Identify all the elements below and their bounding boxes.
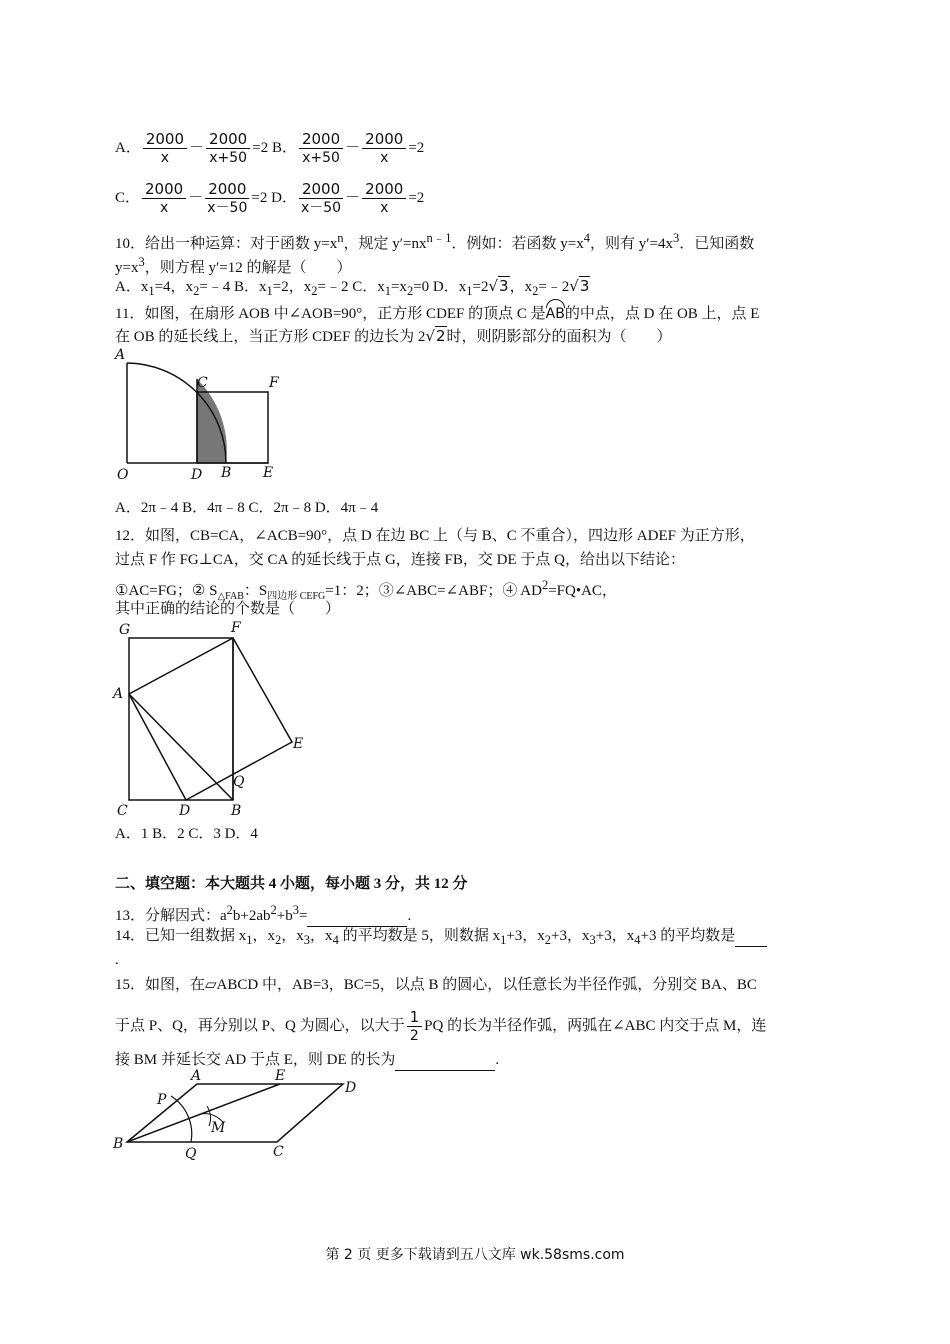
q12-options: A．1 B．2 C．3 D．4 <box>115 826 258 842</box>
section-2-heading: 二、填空题：本大题共 4 小题，每小题 3 分，共 12 分 <box>115 876 468 892</box>
fraction: $\frac{2000}{x}$ <box>362 180 406 217</box>
label-F: F <box>231 620 241 636</box>
label-C: C <box>197 375 208 391</box>
label-F: F <box>269 375 279 391</box>
label-C: C <box>273 1144 284 1160</box>
fraction: $\frac{2000}{x+50}$ <box>206 130 250 167</box>
label-P: P <box>157 1092 167 1108</box>
q11-line-1: 11．如图，在扇形 AOB 中∠AOB=90°，正方形 CDEF 的顶点 C 是AB的中点，点 D 在 OB 上，点 E <box>115 302 759 324</box>
label-E: E <box>263 465 274 481</box>
label-B: B <box>113 1136 124 1152</box>
label-M: M <box>211 1120 226 1136</box>
q11-line-2: 在 OB 的延长线上，当正方形 CDEF 的边长为 2√2时，则阴影部分的面积为（ ） <box>115 327 672 345</box>
q14-line-1: 14．已知一组数据 $x_1$，$x_2$，$x_3$，$x_4$ 的平均数是 5，则数据 $x_1+3$，$x_2+3$，$x_3+3$，$x_4+3$ 的平均数是 <box>115 926 767 950</box>
q15-line-2: 于点 P、Q，再分别以 P、Q 为圆心，以大于 $\frac{1}{2}$ PQ 的长为半径作弧，两弧在∠ABC 内交于点 M，连 <box>115 1008 767 1044</box>
fraction: $\frac{2000}{x}$ <box>143 130 187 167</box>
q12-figure <box>105 618 315 820</box>
answer-blank <box>307 906 407 927</box>
q14-line-2: . <box>115 952 119 968</box>
answer-blank <box>395 1050 495 1071</box>
q9-options-cd: C． $\frac{2000}{x}$ － $\frac{2000}{x-50}$ =2 D． $\frac{2000}{x-50}$ － $\frac{2000}{x}$ =2 <box>115 180 425 216</box>
label-A: A <box>191 1068 202 1084</box>
segment-BE <box>127 1084 280 1142</box>
label-A: A <box>115 347 126 363</box>
fraction: $\frac{2000}{x}$ <box>142 180 186 217</box>
label-Q: Q <box>185 1146 197 1162</box>
q11-figure <box>105 345 295 485</box>
q15-line-1: 15．如图，在▱ABCD 中，AB=3，BC=5，以点 B 的圆心，以任意长为半径作弧，分别交 BA、BC <box>115 977 757 993</box>
q13: 13．分解因式：$a^2b+2ab^2+b^3=$ . <box>115 900 411 927</box>
sqrt-symbol: √3 <box>569 277 590 295</box>
label-E: E <box>275 1068 286 1084</box>
q11-options: A．2π﹣4 B．4π﹣8 C．2π﹣8 D．4π﹣4 <box>115 500 379 516</box>
label-D: D <box>179 803 191 819</box>
q12-line-2: 过点 F 作 FG⊥CA，交 CA 的延长线于点 G，连接 FB，交 DE 于点 Q，给出以下结论： <box>115 552 685 568</box>
label-A: A <box>113 686 124 702</box>
q12-line-4: 其中正确的结论的个数是（ ） <box>115 601 341 617</box>
label-G: G <box>119 622 131 638</box>
segment-AB <box>129 694 233 800</box>
q10-line-1: 10．给出一种运算：对于函数 $y=x^n$，规定 $y'=nx^{n﹣1}$．例如：若函数 $y=x^4$，则有 $y'=4x^3$．已知函数 <box>115 231 755 252</box>
label-E: E <box>293 736 304 752</box>
fraction: $\frac{2000}{x-50}$ <box>205 180 249 217</box>
q10-line-2: $y=x^3$，则方程 y′=12 的解是（ ） <box>115 255 352 276</box>
q15-line-3: 接 BM 并延长交 AD 于点 E，则 DE 的长为 . <box>115 1050 499 1071</box>
answer-blank <box>735 926 767 947</box>
sqrt-symbol: √2 <box>425 327 446 345</box>
q9-options-ab: A． $\frac{2000}{x}$ － $\frac{2000}{x+50}$ =2 B． $\frac{2000}{x+50}$ － $\frac{2000}{x}$ =2 <box>115 130 425 166</box>
page-footer: 第 2 页 更多下载请到五八文库 wk.58sms.com <box>325 1247 625 1263</box>
label-D: D <box>345 1080 357 1096</box>
q15-figure <box>105 1066 375 1166</box>
q10-options: A．$x_1=4$，$x_2=﹣4$ B．$x_1=2$，$x_2=﹣2$ C．$x_1=x_2=0$ D．$x_1=2√3$，$x_2=﹣2√3$ <box>115 277 590 298</box>
q12-line-1: 12．如图，CB=CA，∠ACB=90°，点 D 在边 BC 上（与 B、C 不重合），四边形 ADEF 为正方形， <box>115 528 755 544</box>
fraction: $\frac{2000}{x-50}$ <box>299 180 343 217</box>
arc-ab: AB <box>546 302 565 324</box>
sqrt-symbol: √3 <box>488 277 509 295</box>
label-B: B <box>231 803 242 819</box>
label-Q: Q <box>233 774 245 790</box>
label-D: D <box>191 467 203 483</box>
label-B: B <box>221 465 232 481</box>
rect-CBFG <box>129 638 233 800</box>
label-C: C <box>117 803 128 819</box>
q12-line-3: ①AC=FG；② $S_{\triangle FAB}$：$S_{四边形 CEFG}=1$：2；③∠ABC=∠ABF；④ $AD^2=FQ•AC$， <box>115 578 617 602</box>
fraction: $\frac{2000}{x+50}$ <box>299 130 343 167</box>
fraction: $\frac{1}{2}$ <box>407 1008 423 1045</box>
label-O: O <box>117 467 129 483</box>
fraction: $\frac{2000}{x}$ <box>362 130 406 167</box>
